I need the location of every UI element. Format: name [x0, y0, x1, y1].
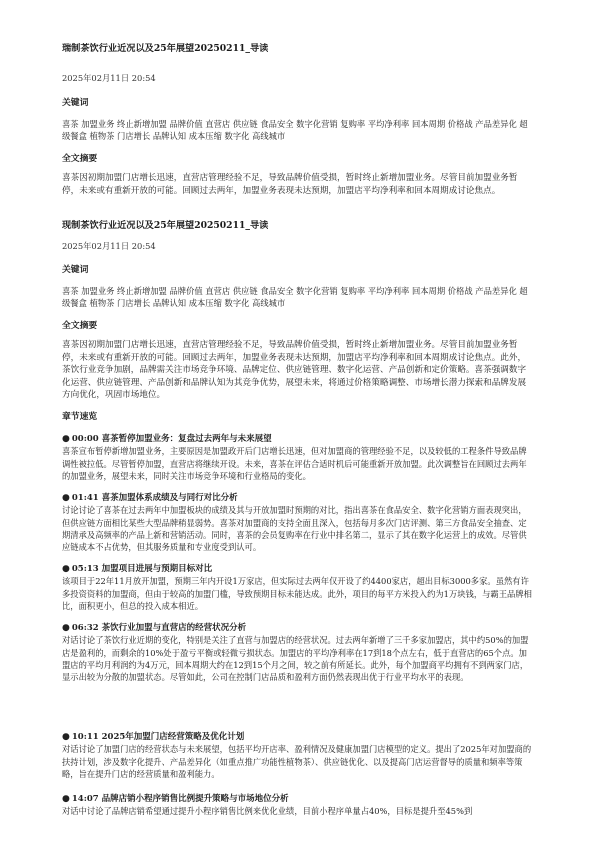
bullet-icon: ●	[62, 732, 70, 742]
keywords-heading: 关键词	[62, 98, 89, 108]
chapter-time: 01:41	[71, 493, 99, 503]
chapter-title	[62, 563, 534, 575]
bullet-icon: ●	[62, 623, 70, 633]
summary-heading: 全文摘要	[62, 154, 98, 164]
summary-heading-repeat: 全文摘要	[62, 321, 98, 331]
bullet-icon: ●	[62, 564, 70, 574]
chapter-title-text: 加盟项目进展与预期目标对比	[101, 564, 213, 574]
chapters-heading: 章节速览	[62, 412, 98, 422]
chapter-time: 06:32	[71, 623, 99, 633]
keywords-heading-repeat: 关键词	[62, 265, 89, 275]
summary-text-full: 喜茶因初期加盟门店增长迅速，直营店管理经验不足，导致品牌价值受损，暂时终止新增加盟业务。尽管目前加盟业务暂停，未来或有重新开放的可能。回顾过去两年，加盟业务表现未达预期，加盟店平均净利率和回本周期成讨论焦点。此外，茶饮行业竞争加剧，品牌需关注市场竞争环境、品牌定位、供应链管理、数字化运营、产品创新和定价策略。喜茶强调数字化运营、供应链管理、产品创新和品牌认知为其竞争优势，展望未来，将通过价格策略调整、市场增长潜力探索和品牌发展方向优化，巩固市场地位。	[62, 340, 527, 401]
chapter-text: 对话讨论了加盟门店的经营状态与未来展望，包括平均开店率、盈利情况及健康加盟门店模型的定义。提出了2025年对加盟商的扶持计划，涉及数字化提升、产品差异化（如重点推广功能性植物茶）、供应链优化、以及提高门店运营督导的质量和频率等策略，旨在提升门店的经营质量和盈利能力。	[62, 744, 532, 779]
bullet-icon: ●	[62, 493, 70, 503]
chapter-title-text: 茶饮行业加盟与直营店的经营状况分析	[101, 623, 247, 633]
bullet-icon: ●	[62, 434, 70, 444]
doc-title-repeat: 现制茶饮行业近况以及25年展望20250211_导读	[62, 220, 269, 231]
bullet-icon: ●	[62, 794, 70, 804]
chapter-time: 05:13	[71, 564, 99, 574]
chapter-time: 14:07	[71, 794, 99, 804]
chapter-title-text: 品牌店销小程序销售比例提升策略与市场地位分析	[101, 794, 289, 804]
doc-title: 瑞制茶饮行业近况以及25年展望20250211_导读	[62, 43, 269, 54]
chapter-item	[62, 563, 534, 612]
chapter-item	[62, 433, 534, 482]
chapter-text: 对话讨论了茶饮行业近期的变化，特别是关注了直营与加盟店的经营状况。过去两年新增了三千多家加盟店，其中约50%的加盟店是盈利的，而剩余的10%处于盈亏平衡或轻微亏损状态。加盟店的平均净利率在17到18个点左右，低于直营店的65个点。加盟店的平均月利润约为4万元，回本周期大约在12到15个月之间，较之前有所延长。此外，每个加盟商平均拥有不到两家门店，显示出较为分散的加盟状态。尽管如此，公司在控制门店品质和盈利方面仍然表现出优于行业平均水平的表现。	[62, 635, 529, 683]
summary-text: 喜茶因初期加盟门店增长迅速，直营店管理经验不足，导致品牌价值受损，暂时终止新增加盟业务。尽管目前加盟业务暂停，未来或有重新开放的可能。回顾过去两年，加盟业务表现未达预期，加盟店平均净利率和回本周期成讨论焦点。	[62, 173, 518, 196]
keywords-text-repeat: 喜茶 加盟业务 终止新增加盟 品牌价值 直营店 供应链 食品安全 数字化营销 复购率 平均净利率 回本周期 价格战 产品差异化 超级餐盒 植物茶 门店增长 品牌认知 成本压缩 数字化 高线城市	[62, 286, 528, 308]
chapter-title	[62, 433, 534, 445]
doc-date: 2025年02月11日 20:54	[62, 73, 156, 83]
chapter-text: 讨论讨论了喜茶在过去两年中加盟板块的成绩及其与开放加盟时预期的对比，指出喜茶在食品安全、数字化营销方面表现突出，但供应链方面相比某些大型品牌稍显弱势。喜茶对加盟商的支持全面且深入，包括每月多次门店评测、第三方食品安全抽查、定期清承及高频率的产品上新和营销活动。同时，喜茶的会员复购率在行业中排名第二，显示了其在数字化运营上的成效。尽管供应链成本不占优势，但其服务质量和专业度受到认可。	[62, 505, 527, 553]
chapter-text: 对话中讨论了品牌店销希望通过提升小程序销售比例来优化业绩，目前小程序单量占40%，目标是提升至45%到	[62, 806, 473, 817]
chapter-time: 00:00	[71, 434, 99, 444]
doc-date-repeat: 2025年02月11日 20:54	[62, 241, 156, 251]
chapter-item	[62, 793, 534, 818]
keywords-text: 喜茶 加盟业务 终止新增加盟 品牌价值 直营店 供应链 食品安全 数字化营销 复购率 平均净利率 回本周期 价格战 产品差异化 超级餐盒 植物茶 门店增长 品牌认知 成本压缩 数字化 高线城市	[62, 119, 528, 141]
chapter-title-text: 喜茶暂停加盟业务：复盘过去两年与未来展望	[101, 434, 272, 444]
chapter-item	[62, 622, 534, 684]
chapter-text: 喜茶宣布暂停新增加盟业务，主要原因是加盟政开后门店增长迅速，但对加盟商的管理经验不足，以及较低的工程条件导致品牌调性被拉低。尽管暂停加盟，直营店将继续开设。未来，喜茶在评估合适时机后可能重新开放加盟。此次调整旨在回顾过去两年的加盟业务，展望未来，同时关注市场竞争环境和行业格局的变化。	[62, 446, 527, 481]
chapter-title-text: 2025年加盟门店经营策略及优化计划	[101, 732, 245, 742]
chapter-text: 该项目于22年11月放开加盟，预期三年内开设1万家店，但实际过去两年仅开设了约4400家店，超出目标3000多家。虽然有许多投资资料的加盟商，但由于较高的加盟门槛，导致预期目标未能达成。此外，项目的每平方米投入约为1万块钱，与霸王品牌相比，面积更小，但总的投入成本相近。	[62, 576, 532, 611]
chapter-item	[62, 731, 534, 780]
chapter-item	[62, 492, 534, 554]
chapter-title	[62, 793, 534, 805]
chapter-title-text: 喜茶加盟体系成绩及与同行对比分析	[101, 493, 238, 503]
chapter-title	[62, 731, 534, 743]
chapter-title	[62, 622, 534, 634]
chapter-title	[62, 492, 534, 504]
chapter-time: 10:11	[71, 732, 99, 742]
